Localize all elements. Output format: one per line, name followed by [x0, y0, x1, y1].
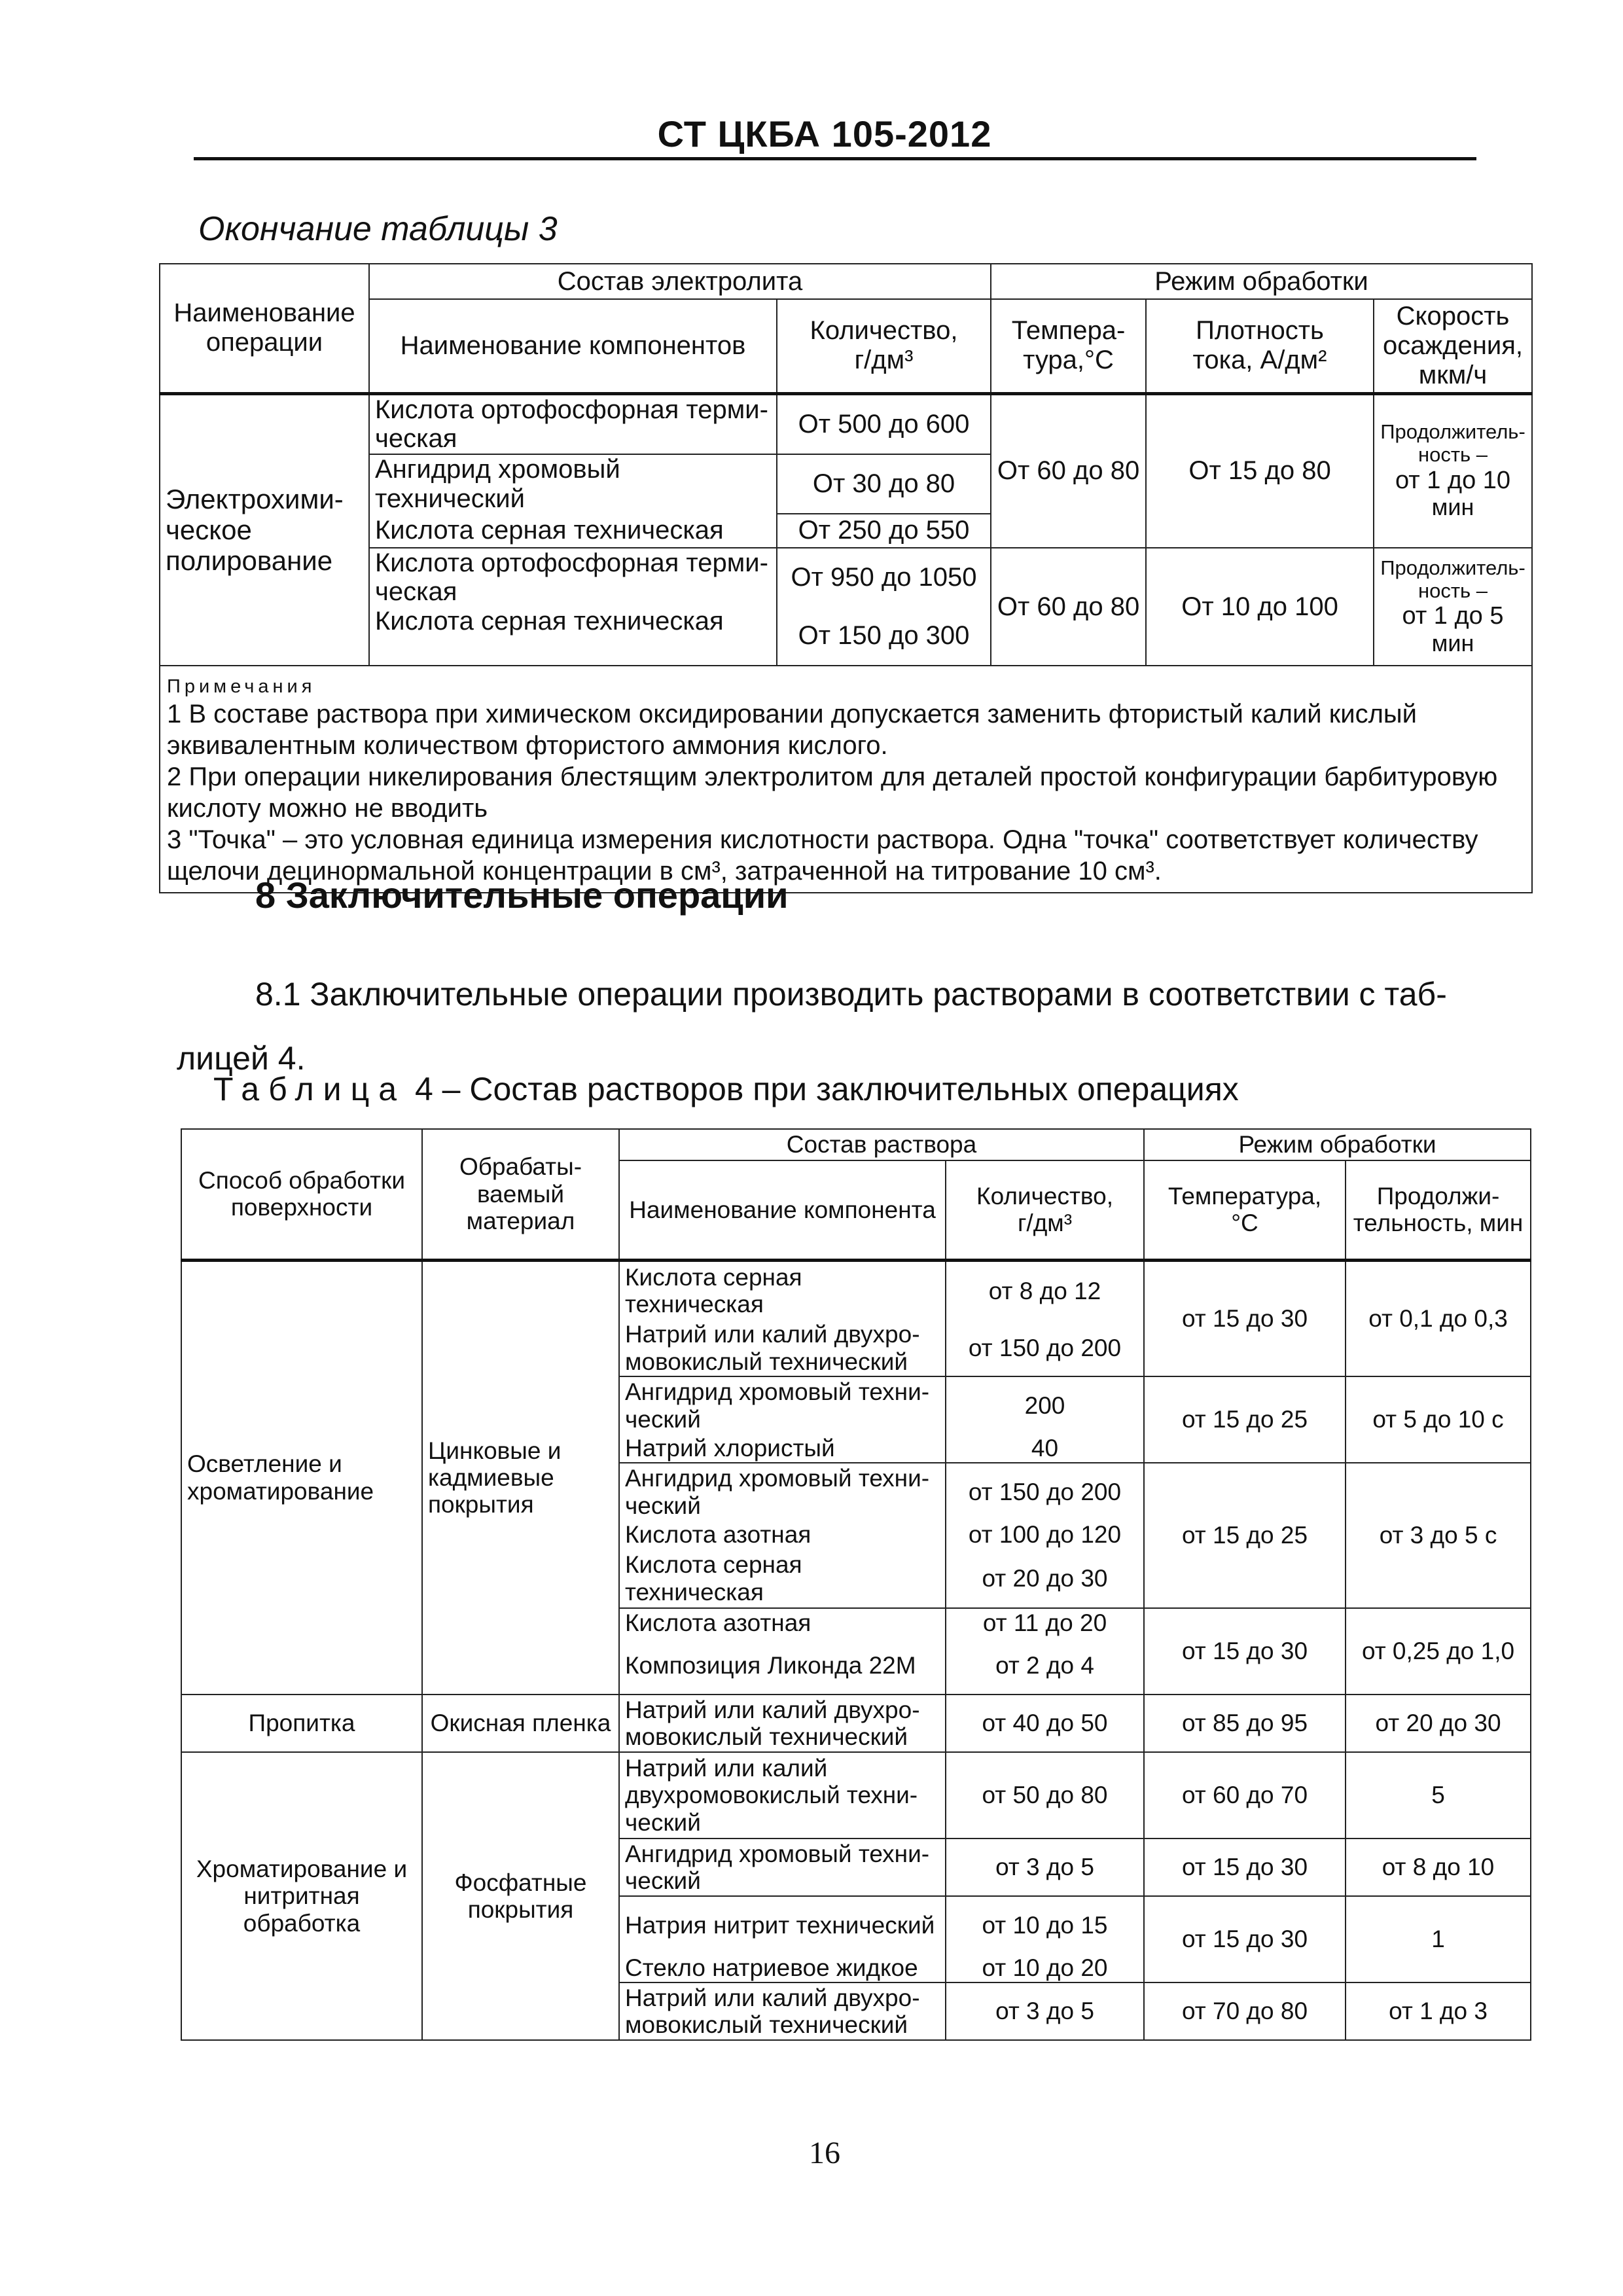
temperature-cell: от 70 до 80	[1144, 1982, 1346, 2040]
component-cell: Натрий или калий двухро- мовокислый технический	[619, 1695, 946, 1752]
temperature-cell: от 15 до 30	[1144, 1896, 1346, 1982]
density-cell: От 10 до 100	[1146, 548, 1374, 666]
method-cell: Осветление и хроматирование	[181, 1260, 422, 1695]
header-quantity-line1: Количество,	[810, 316, 958, 346]
temperature-cell: от 15 до 30	[1144, 1260, 1346, 1376]
header-material: Обрабаты- ваемый материал	[422, 1129, 619, 1260]
quantity-cell: От 30 до 80	[777, 454, 991, 514]
speed-line3: мин	[1431, 629, 1474, 656]
component-cell: Ангидрид хромовый технический	[369, 454, 777, 514]
header-current-density	[1146, 299, 1374, 393]
component-cell: Кислота азотная	[619, 1608, 946, 1637]
notes-row	[160, 666, 1532, 893]
table4-caption-label: Таблица	[213, 1071, 406, 1107]
paragraph-line1: 8.1 Заключительные операции производить растворами в соответствии с таб-	[255, 976, 1447, 1013]
temperature-cell: от 85 до 95	[1144, 1695, 1346, 1752]
header-density-line1: Плотность	[1196, 316, 1324, 346]
duration-cell: от 5 до 10 с	[1346, 1376, 1531, 1463]
material-cell: Цинковые и кадмиевые покрытия	[422, 1260, 619, 1695]
note-2: 2 При операции никелирования блестящим электролитом для деталей простой конфигурации барбитуровую кислоту можно не вводить	[167, 762, 1498, 823]
component-cell: Кислота ортофосфорная терми- ческая	[369, 548, 777, 607]
header-speed-line1: Скорость	[1396, 302, 1510, 331]
temperature-cell: от 60 до 70	[1144, 1752, 1346, 1839]
quantity-cell: от 2 до 4	[946, 1637, 1144, 1695]
paragraph-line2: лицей 4.	[177, 1040, 306, 1077]
quantity-cell: 200	[946, 1376, 1144, 1434]
duration-cell: от 0,1 до 0,3	[1346, 1260, 1531, 1376]
table3	[159, 263, 1533, 893]
quantity-cell: 40	[946, 1434, 1144, 1463]
component-cell: Ангидрид хромовый техни- ческий	[619, 1839, 946, 1896]
component-cell: Стекло натриевое жидкое	[619, 1954, 946, 1982]
speed-line1: Продолжитель- ность –	[1380, 556, 1525, 602]
speed-cell	[1374, 548, 1532, 666]
table-header-row	[160, 264, 1532, 299]
table-row	[160, 393, 1532, 454]
table-row	[181, 1695, 1531, 1752]
speed-line2: от 1 до 10	[1395, 466, 1511, 494]
speed-line3: мин	[1431, 493, 1474, 521]
material-cell: Фосфатные покрытия	[422, 1752, 619, 2040]
quantity-cell: от 150 до 200	[946, 1320, 1144, 1376]
method-cell: Хроматирование и нитритная обработка	[181, 1752, 422, 2040]
component-cell: Композиция Ликонда 22М	[619, 1637, 946, 1695]
table-row	[181, 1260, 1531, 1320]
component-cell: Кислота серная техническая	[369, 514, 777, 548]
note-1: 1 В составе раствора при химическом оксидировании допускается заменить фтористый калий кислый эквивалентным количеством фтористого аммония кислого.	[167, 700, 1418, 761]
quantity-cell: от 40 до 50	[946, 1695, 1144, 1752]
component-cell: Ангидрид хромовый техни- ческий	[619, 1376, 946, 1434]
quantity-cell: от 10 до 15	[946, 1896, 1144, 1954]
quantity-cell: От 150 до 300	[777, 607, 991, 666]
speed-line1: Продолжитель- ность –	[1380, 420, 1525, 467]
header-speed-line2: осаждения,	[1382, 331, 1524, 360]
header-temperature	[991, 299, 1146, 393]
header-temperature-line1: Темпера-	[1011, 316, 1126, 346]
component-cell: Кислота азотная	[619, 1520, 946, 1549]
duration-cell: от 0,25 до 1,0	[1346, 1608, 1531, 1695]
header-duration: Продолжи- тельность, мин	[1346, 1160, 1531, 1260]
duration-cell: 5	[1346, 1752, 1531, 1839]
section-title: 8 Заключительные операции	[255, 874, 789, 916]
table4-caption-text: 4 – Состав растворов при заключительных операциях	[406, 1071, 1239, 1107]
table4-caption	[213, 1070, 1239, 1108]
material-cell: Окисная пленка	[422, 1695, 619, 1752]
quantity-cell: от 150 до 200	[946, 1463, 1144, 1520]
header-temperature-line2: тура,°С	[1023, 346, 1114, 375]
header-quantity	[946, 1160, 1144, 1260]
component-cell: Натрия нитрит технический	[619, 1896, 946, 1954]
header-composition-group: Состав раствора	[619, 1129, 1144, 1160]
header-mode-group: Режим обработки	[1144, 1129, 1531, 1160]
component-cell: Натрий или калий двухро- мовокислый технический	[619, 1982, 946, 2040]
temperature-cell: от 15 до 25	[1144, 1463, 1346, 1608]
table3-caption: Окончание таблицы 3	[198, 210, 558, 248]
header-deposition-speed	[1374, 299, 1532, 393]
component-cell: Натрий хлористый	[619, 1434, 946, 1463]
component-cell: Натрий или калий двухромовокислый техни- ческий	[619, 1752, 946, 1839]
temperature-cell: От 60 до 80	[991, 393, 1146, 548]
temperature-cell: от 15 до 25	[1144, 1376, 1346, 1463]
header-electrolyte-group: Состав электролита	[369, 264, 991, 299]
component-cell: Кислота серная техническая	[619, 1260, 946, 1320]
duration-cell: от 1 до 3	[1346, 1982, 1531, 2040]
speed-cell	[1374, 393, 1532, 548]
header-density-line2: тока, А/дм²	[1192, 346, 1327, 375]
quantity-cell: от 100 до 120	[946, 1520, 1144, 1549]
quantity-cell: от 3 до 5	[946, 1839, 1144, 1896]
speed-line2: от 1 до 5	[1402, 602, 1504, 630]
density-cell: От 15 до 80	[1146, 393, 1374, 548]
document-code: СТ ЦКБА 105-2012	[657, 113, 992, 154]
duration-cell: от 3 до 5 с	[1346, 1463, 1531, 1608]
header-speed-line3: мкм/ч	[1418, 360, 1488, 389]
notes-heading: Примечания	[167, 676, 316, 698]
header-quantity-line1: Количество,	[976, 1182, 1113, 1210]
header-quantity-line2: г/дм³	[1017, 1210, 1073, 1237]
header-quantity-line2: г/дм³	[854, 346, 914, 375]
duration-cell: от 20 до 30	[1346, 1695, 1531, 1752]
method-cell: Пропитка	[181, 1695, 422, 1752]
quantity-cell: от 50 до 80	[946, 1752, 1144, 1839]
header-operation: Наименование операции	[160, 264, 369, 393]
header-method: Способ обработки поверхности	[181, 1129, 422, 1260]
component-cell: Натрий или калий двухро- мовокислый технический	[619, 1320, 946, 1376]
component-cell: Ангидрид хромовый техни- ческий	[619, 1463, 946, 1520]
table4	[181, 1128, 1531, 2041]
quantity-cell: от 20 до 30	[946, 1549, 1144, 1608]
operation-name: Электрохими- ческое полирование	[160, 393, 369, 666]
header-temperature-line2: °С	[1231, 1210, 1258, 1237]
table3-notes	[160, 666, 1532, 893]
header-temperature-line1: Температура,	[1168, 1182, 1322, 1210]
component-cell: Кислота серная техническая	[369, 607, 777, 666]
temperature-cell: От 60 до 80	[991, 548, 1146, 666]
duration-cell: 1	[1346, 1896, 1531, 1982]
header-divider	[194, 157, 1476, 160]
quantity-cell: От 950 до 1050	[777, 548, 991, 607]
header-mode-group: Режим обработки	[991, 264, 1532, 299]
temperature-cell: от 15 до 30	[1144, 1839, 1346, 1896]
quantity-cell: от 11 до 20	[946, 1608, 1144, 1637]
component-cell: Кислота серная техническая	[619, 1549, 946, 1608]
page-number: 16	[809, 2136, 840, 2170]
header-temperature	[1144, 1160, 1346, 1260]
table-row	[181, 1752, 1531, 1839]
quantity-cell: от 8 до 12	[946, 1260, 1144, 1320]
quantity-cell: от 10 до 20	[946, 1954, 1144, 1982]
temperature-cell: от 15 до 30	[1144, 1608, 1346, 1695]
quantity-cell: От 500 до 600	[777, 393, 991, 454]
header-quantity	[777, 299, 991, 393]
duration-cell: от 8 до 10	[1346, 1839, 1531, 1896]
header-components: Наименование компонентов	[369, 299, 777, 393]
table-header-row	[181, 1129, 1531, 1160]
header-component: Наименование компонента	[619, 1160, 946, 1260]
component-cell: Кислота ортофосфорная терми- ческая	[369, 393, 777, 454]
quantity-cell: от 3 до 5	[946, 1982, 1144, 2040]
note-3: 3 "Точка" – это условная единица измерения кислотности раствора. Одна "точка" соответствует количеству щелочи децинормальной концентрации в см³, затраченной на титрование 10 см³.	[167, 825, 1478, 886]
quantity-cell: От 250 до 550	[777, 514, 991, 548]
